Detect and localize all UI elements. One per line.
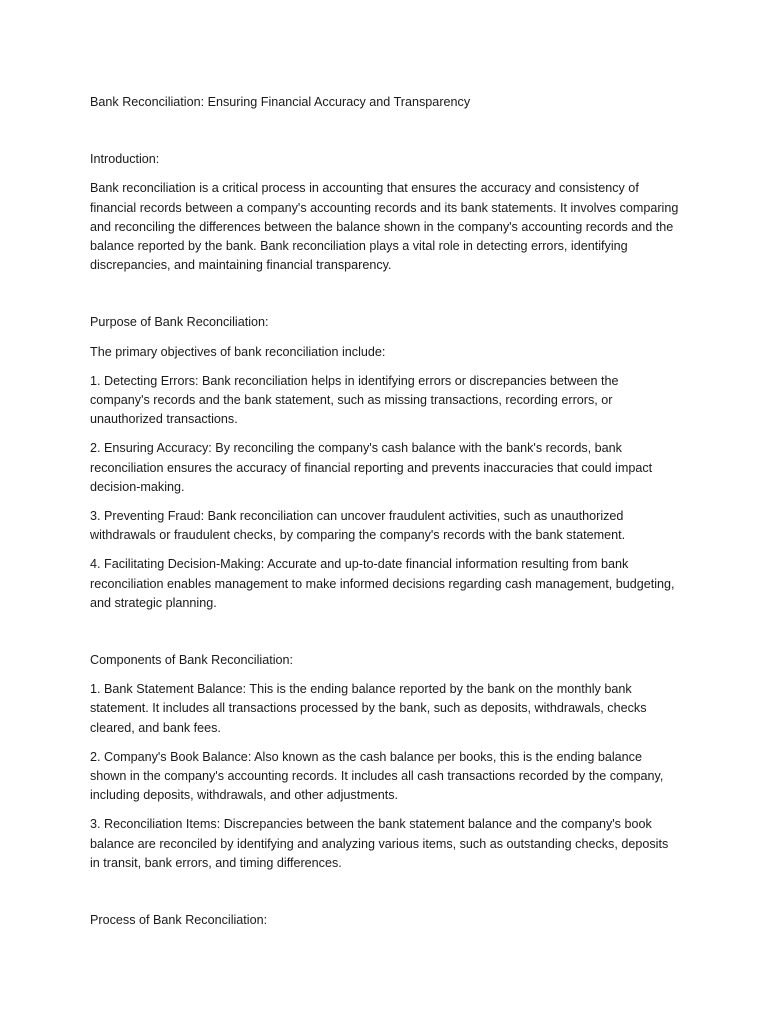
components-item-bank-statement-balance: 1. Bank Statement Balance: This is the ending balance reported by the bank on the monthly bank statement. It includes all transactions processed by the bank, such as deposits, withdrawals, checks cleared, and bank fees. — [90, 682, 647, 735]
components-item-book-balance: 2. Company's Book Balance: Also known as the cash balance per books, this is the ending balance shown in the company's accounting records. It includes all cash transactions recorded by the company, including deposits, withdrawals, and other adjustments. — [90, 749, 664, 803]
purpose-intro: The primary objectives of bank reconciliation include: — [90, 344, 386, 359]
purpose-item-decision-making: 4. Facilitating Decision-Making: Accurate and up-to-date financial information resulting from bank reconciliation enables management to make informed decisions regarding cash management, budgeting, and strategic planning. — [90, 557, 675, 610]
introduction-heading: Introduction: — [90, 152, 160, 167]
purpose-item-preventing-fraud: 3. Preventing Fraud: Bank reconciliation can uncover fraudulent activities, such as unauthorized withdrawals or fraudulent checks, by comparing the company's records with the bank statement. — [90, 509, 626, 543]
document-page — [90, 93, 680, 940]
components-item-reconciliation-items: 3. Reconciliation Items: Discrepancies between the bank statement balance and the company's book balance are reconciled by identifying and analyzing various items, such as outstanding checks, deposits in transit, bank errors, and timing differences. — [90, 817, 669, 870]
document-title: Bank Reconciliation: Ensuring Financial Accuracy and Transparency — [90, 95, 471, 109]
introduction-paragraph: Bank reconciliation is a critical process in accounting that ensures the accuracy and consistency of financial records between a company's accounting records and its bank statements. It involves comparing and reconciling the differences between the balance shown in the company's accounting records and the balance reported by the bank. Bank reconciliation plays a vital role in detecting errors, identifying discrepancies, and maintaining financial transparency. — [90, 181, 679, 273]
purpose-item-detecting-errors: 1. Detecting Errors: Bank reconciliation helps in identifying errors or discrepancies between the company's records and the bank statement, such as missing transactions, recording errors, or unauthorized transactions. — [90, 373, 619, 427]
process-heading: Process of Bank Reconciliation: — [90, 913, 268, 928]
components-heading: Components of Bank Reconciliation: — [90, 653, 294, 668]
purpose-heading: Purpose of Bank Reconciliation: — [90, 315, 269, 330]
purpose-item-ensuring-accuracy: 2. Ensuring Accuracy: By reconciling the company's cash balance with the bank's records, bank reconciliation ensures the accuracy of financial reporting and prevents inaccuracies that could impact decision-making. — [90, 441, 653, 494]
